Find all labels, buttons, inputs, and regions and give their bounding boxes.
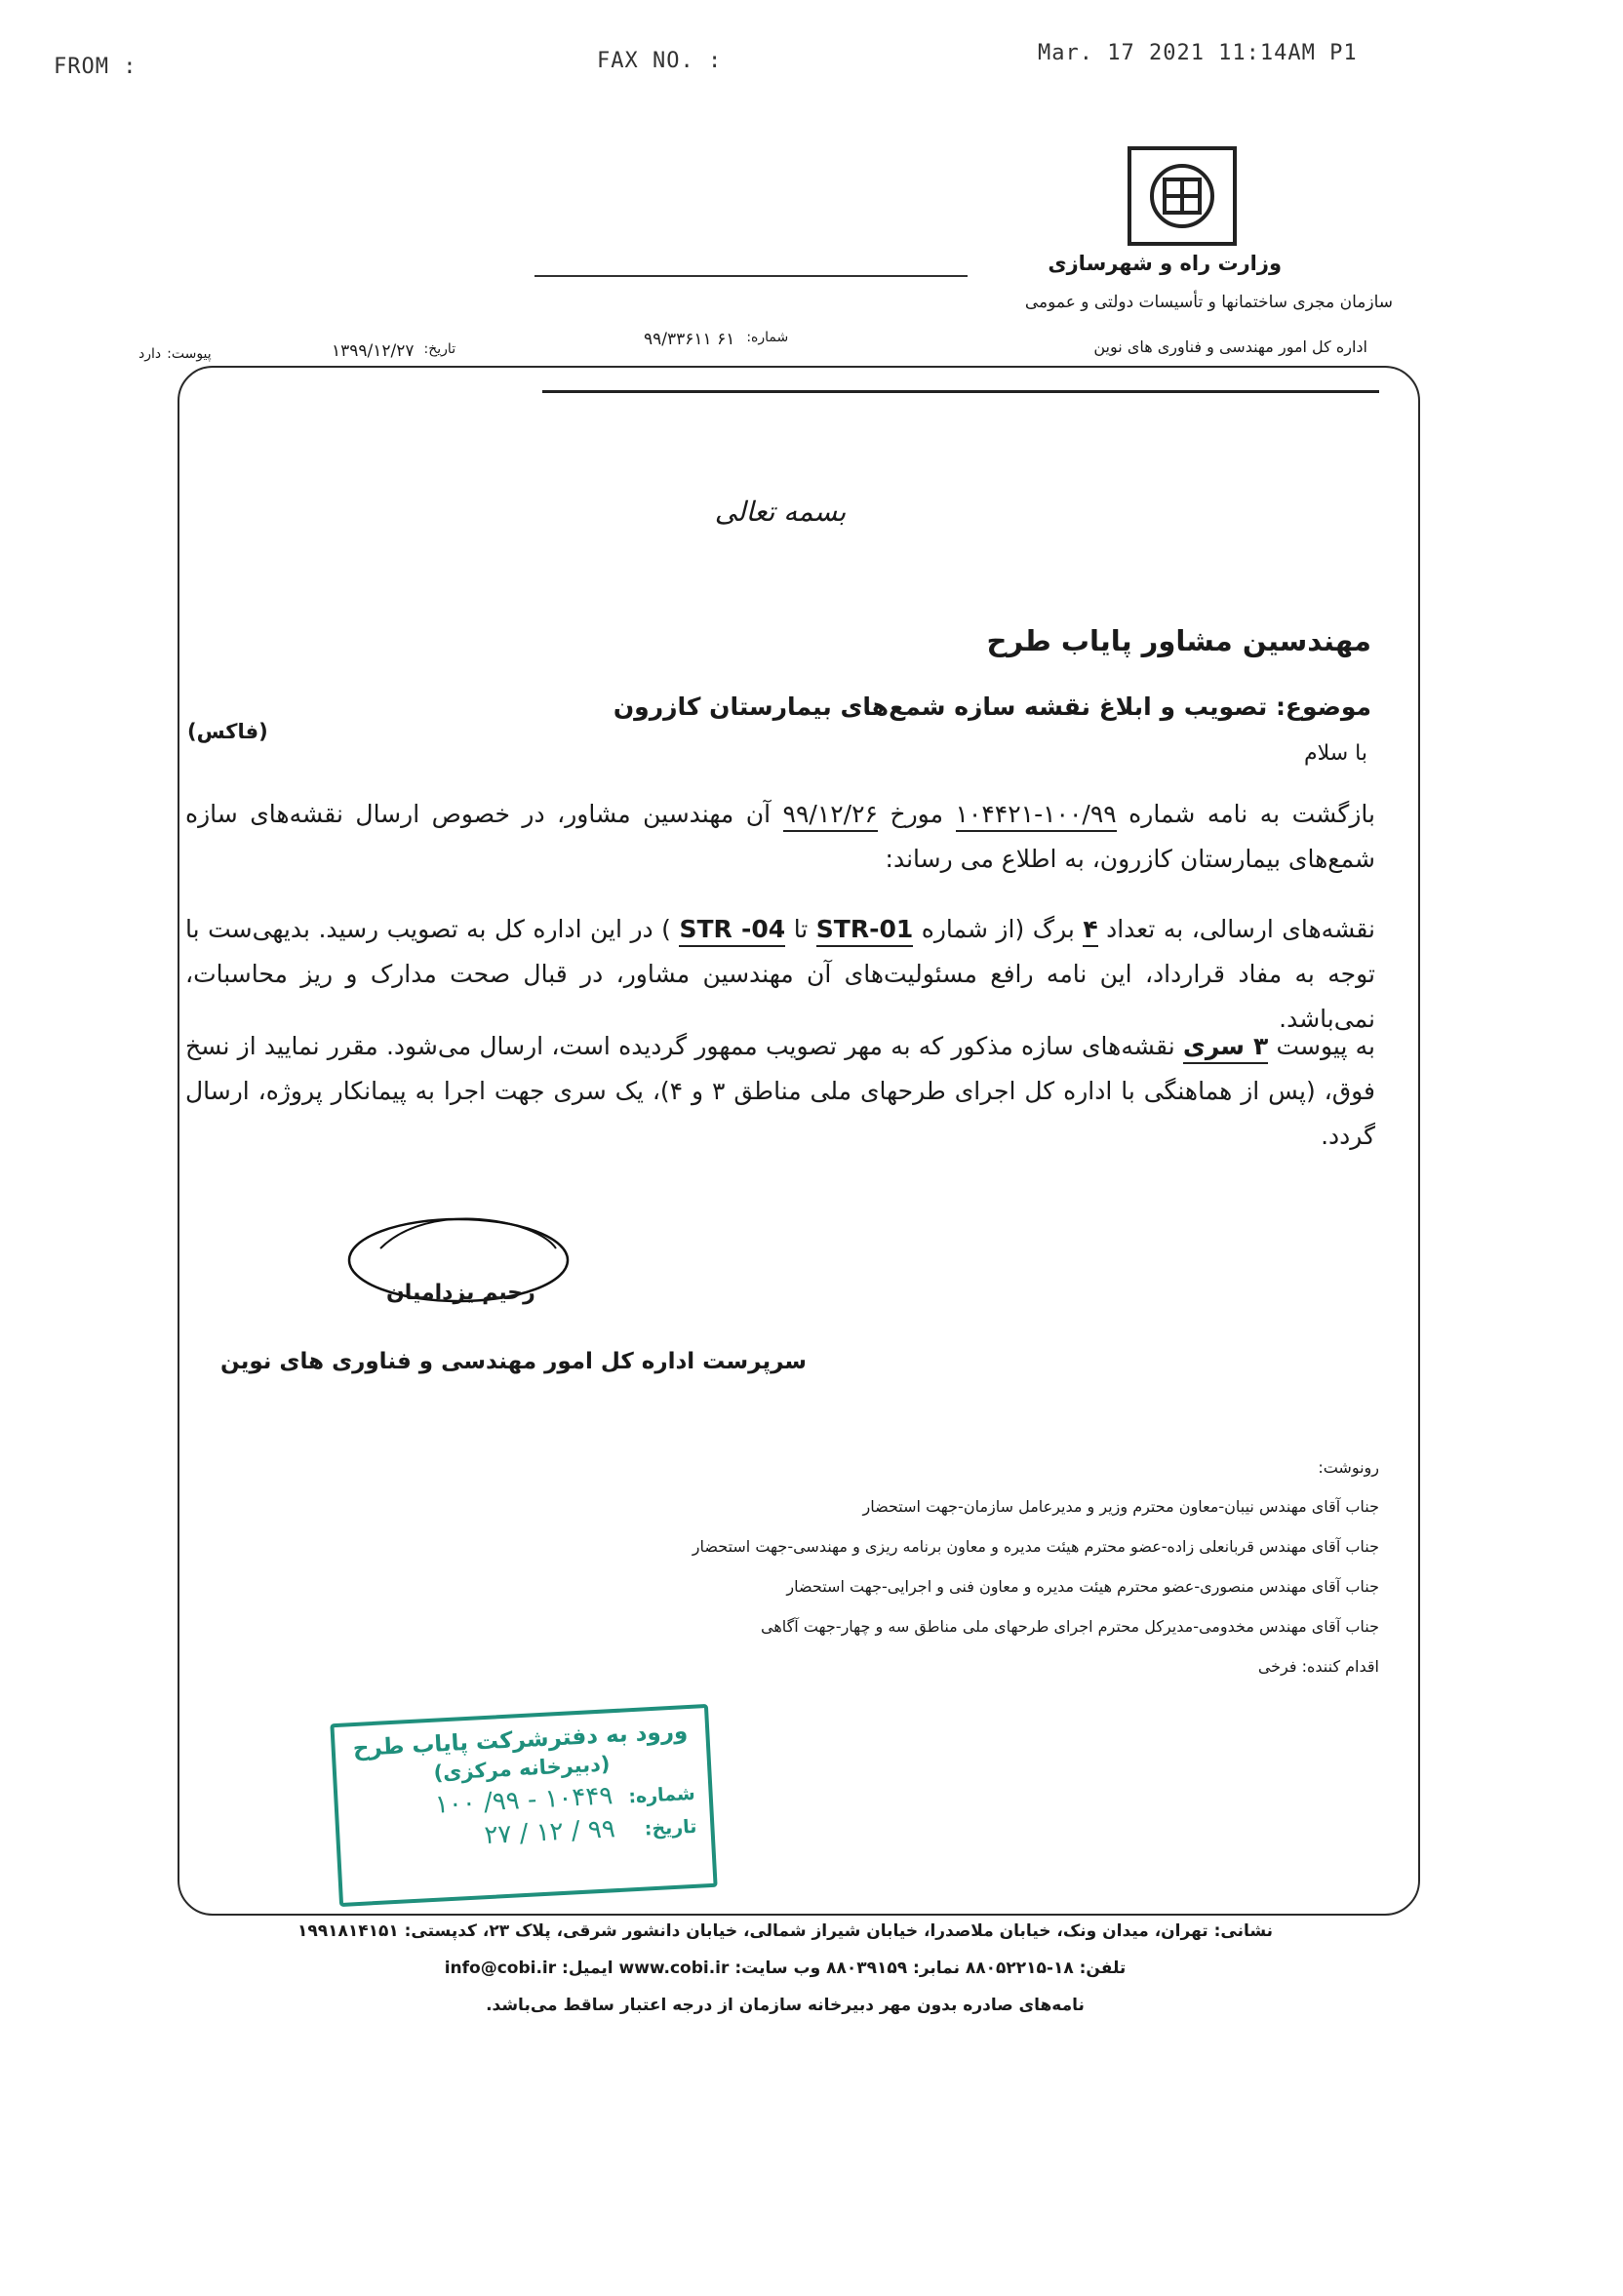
copies-label: رونوشت: [1318, 1458, 1379, 1477]
p2-sheet-to: STR -04 [679, 915, 785, 947]
footer-address: نشانی: تهران، میدان ونک، خیابان ملاصدرا، خیابان شیراز شمالی، خیابان دانشور شرقی، پلاک ۲۳، کدپستی: ۱۹۹۱۸۱۴۱۵۱ [297, 1921, 1274, 1941]
signatory-name: رحیم یزدامیان [386, 1281, 535, 1305]
p2-sheet-count: ۴ [1083, 915, 1097, 947]
date-value: ۱۳۹۹/۱۲/۲۷ [332, 341, 415, 361]
p3-text-1: به پیوست [1276, 1032, 1376, 1060]
recipient: مهندسین مشاور پایاب طرح [986, 624, 1371, 657]
footer-contact: تلفن: ۱۸-۸۸۰۵۲۲۱۵ نمابر: ۸۸۰۳۹۱۵۹ وب سایت: www.cobi.ir ایمیل: info@cobi.ir [444, 1959, 1127, 1978]
letterhead-divider [534, 275, 968, 277]
p3-series-count: ۳ سری [1183, 1032, 1268, 1064]
number-field [644, 330, 788, 349]
date-field [332, 341, 455, 361]
stamp-number-label: شماره: [627, 1782, 696, 1808]
p2-text-4: ) در این اداره کل به تصویب رسید. بدیهی‌ست با توجه به مفاد قرارداد، این نامه رافع مسئولیت‌های آن مهندسین مشاور، در قبال صحت مدارک و ریز محاسبات، نمی‌باشد. [185, 915, 1375, 1033]
footer-notice: نامه‌های صادره بدون مهر دبیرخانه سازمان از درجه اعتبار ساقط می‌باشد. [486, 1996, 1085, 2015]
p1-text-2: مورخ [890, 800, 943, 828]
p1-reference-date: ۹۹/۱۲/۲۶ [783, 800, 878, 832]
paragraph-1 [185, 792, 1375, 882]
fax-timestamp: Mar. 17 2021 11:14AM P1 [1038, 41, 1358, 65]
p2-text-3: تا [793, 915, 809, 943]
p1-text-1: بازگشت به نامه شماره [1128, 800, 1375, 828]
paragraph-2 [185, 907, 1375, 1042]
signatory-title: سرپرست اداره کل امور مهندسی و فناوری های نوین [220, 1349, 808, 1374]
emblem-icon [1143, 160, 1221, 232]
copy-item: جناب آقای مهندس منصوری-عضو محترم هیئت مدیره و معاون فنی و اجرایی-جهت استحضار [786, 1577, 1379, 1596]
ministry-name: وزارت راه و شهرسازی [1048, 252, 1282, 275]
stamp-date-label: تاریخ: [644, 1815, 697, 1841]
organization-name: سازمان مجری ساختمانها و تأسیسات دولتی و عمومی [1024, 293, 1393, 312]
copy-item: اقدام کننده: فرخی [1257, 1657, 1379, 1676]
p2-text-1: نقشه‌های ارسالی، به تعداد [1106, 915, 1375, 943]
department-name: اداره کل امور مهندسی و فناوری های نوین [1093, 337, 1367, 356]
attachment-field [139, 346, 212, 362]
copy-item: جناب آقای مهندس نیبان-معاون محترم وزیر و مدیرعامل سازمان-جهت استحضار [862, 1497, 1379, 1516]
ministry-logo [1128, 146, 1237, 246]
attachment-label: پیوست: [167, 346, 212, 362]
greeting: با سلام [1303, 741, 1367, 766]
p2-sheet-from: STR-01 [816, 915, 913, 947]
fax-from-label: FROM : [54, 55, 138, 79]
attachment-value: دارد [139, 346, 162, 362]
stamp-number-value: ۱۰۴۴۹ - ۹۹/ ۱۰۰ [434, 1781, 614, 1820]
p2-text-2: برگ (از شماره [921, 915, 1075, 943]
paragraph-3 [185, 1024, 1375, 1159]
stamp-date-value: ۹۹ / ۱۲ / ۲۷ [483, 1814, 616, 1851]
number-value: ۶۱ ۹۹/۳۳۶۱۱ [644, 330, 735, 349]
stamp-subtitle: (دبیرخانه مرکزی) [432, 1752, 612, 1785]
p3-text-2: نقشه‌های سازه مذکور که به مهر تصویب ممهور گردیده است، ارسال می‌شود. مقرر نمایید از نسخ فوق، (پس از هماهنگی با اداره کل اجرای طرحهای ملی مناطق ۳ و ۴)، یک سری جهت اجرا به پیمانکار پروژه، ارسال گردد. [185, 1032, 1375, 1150]
copy-item: جناب آقای مهندس مخدومی-مدیرکل محترم اجرای طرحهای ملی مناطق سه و چهار-جهت آگاهی [761, 1617, 1379, 1636]
p1-text-3: آن مهندسین مشاور، در خصوص ارسال نقشه‌های سازه شمع‌های بیمارستان کازرون، به اطلاع می رساند: [185, 800, 1375, 873]
meta-divider [542, 390, 1379, 393]
date-label: تاریخ: [423, 341, 456, 357]
copy-item: جناب آقای مهندس قربانعلی زاده-عضو محترم هیئت مدیره و معاون برنامه ریزی و مهندسی-جهت استحضار [692, 1537, 1379, 1556]
fax-number-label: FAX NO. : [597, 49, 723, 73]
number-label: شماره: [746, 330, 789, 345]
receipt-stamp [330, 1704, 717, 1907]
p1-reference-number: ۱۰۰/۹۹-۱۰۴۴۲۱ [956, 800, 1117, 832]
stamp-title: ورود به دفترشرکت پایاب طرح [352, 1719, 689, 1762]
invocation: بسمه تعالی [714, 495, 847, 528]
fax-note: (فاکس) [187, 720, 268, 743]
subject: موضوع: تصویب و ابلاغ نقشه سازه شمع‌های بیمارستان کازرون [613, 693, 1371, 721]
